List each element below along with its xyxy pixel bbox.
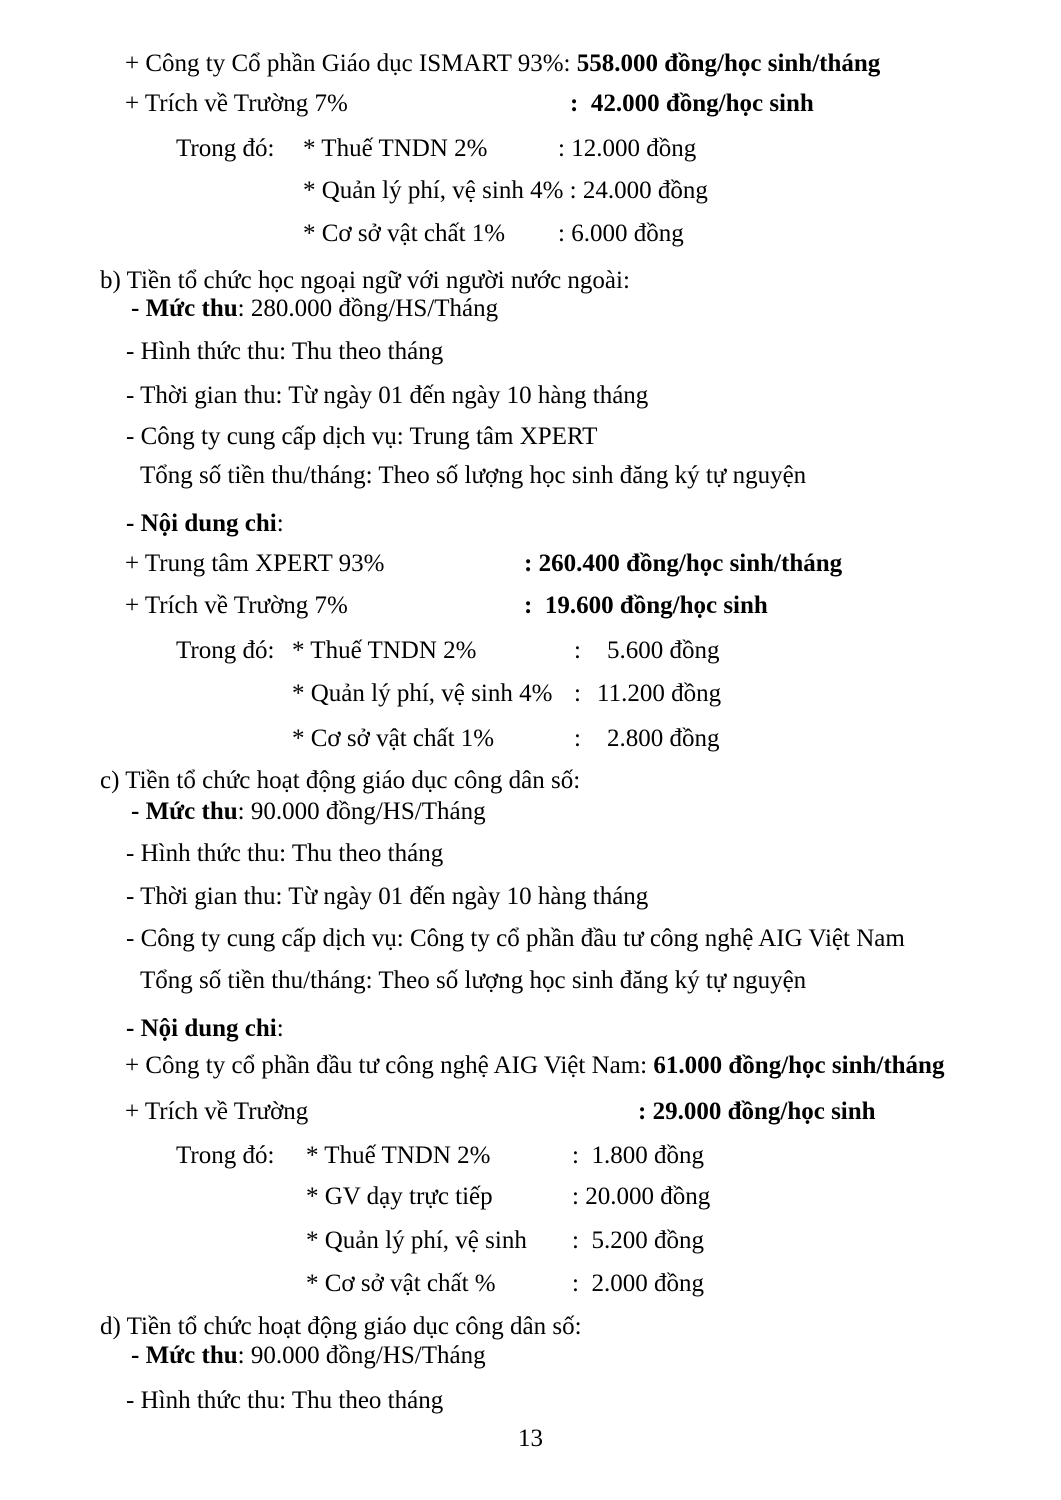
text-run-bold: - Mức thu <box>131 295 238 322</box>
text-run: * Quản lý phí, vệ sinh 4% : 24.000 đồng <box>303 177 708 204</box>
doc-text-line <box>306 1180 493 1214</box>
doc-text-line <box>126 837 443 871</box>
doc-text-line <box>126 335 443 369</box>
text-run: * Cơ sở vật chất 1% <box>292 725 495 752</box>
text-run: c) Tiền tổ chức hoạt động giáo dục công dân số: <box>100 767 581 794</box>
text-run: * Cơ sở vật chất 1% <box>303 220 506 247</box>
doc-text-line <box>126 1012 284 1046</box>
doc-text-line <box>306 1139 490 1173</box>
text-run: : 2.000 đồng <box>572 1270 704 1297</box>
doc-text-line <box>140 459 806 493</box>
doc-text-line <box>125 47 880 81</box>
text-run: : 90.000 đồng/HS/Tháng <box>237 1342 486 1369</box>
doc-text-line <box>126 922 905 956</box>
text-run-bold: - Mức thu <box>131 798 238 825</box>
doc-text-line <box>303 217 505 251</box>
text-run: : 6.000 đồng <box>558 220 684 247</box>
text-run: : 20.000 đồng <box>572 1183 711 1210</box>
text-run: - Công ty cung cấp dịch vụ: Trung tâm XPERT <box>126 423 598 450</box>
text-run: : <box>276 1015 284 1042</box>
text-run: Tổng số tiền thu/tháng: Theo số lượng học sinh đăng ký tự nguyện <box>140 462 807 489</box>
text-run: b) Tiền tổ chức học ngoại ngữ với người nước ngoài: <box>100 267 630 294</box>
text-run: : 12.000 đồng <box>558 135 697 162</box>
doc-text-line <box>126 507 284 541</box>
text-run: * GV dạy trực tiếp <box>306 1183 493 1210</box>
doc-text-line <box>306 1267 496 1301</box>
doc-text-line <box>176 1139 274 1173</box>
doc-text-line <box>125 547 384 581</box>
text-run: * Quản lý phí, vệ sinh <box>306 1227 527 1254</box>
text-run: 5.600 đồng <box>607 637 720 664</box>
doc-text-line <box>126 880 648 914</box>
text-run: : <box>574 680 581 707</box>
text-run: Trong đó: <box>176 1142 275 1169</box>
text-run-bold: 61.000 đồng/học sinh/tháng <box>653 1052 945 1079</box>
text-run: d) Tiền tổ chức hoạt động giáo dục công dân số: <box>100 1313 582 1340</box>
doc-text-line <box>126 1384 443 1418</box>
doc-text-line <box>292 634 476 668</box>
doc-text-line <box>292 677 552 711</box>
text-run: : <box>574 637 581 664</box>
text-run-bold: 558.000 đồng/học sinh/tháng <box>576 50 881 77</box>
text-run: Trong đó: <box>176 135 275 162</box>
doc-text-line <box>638 1095 876 1129</box>
text-run: - Công ty cung cấp dịch vụ: Công ty cổ phần đầu tư công nghệ AIG Việt Nam <box>126 925 905 952</box>
doc-text-line <box>574 634 581 668</box>
page-number: 13 <box>518 1425 543 1452</box>
text-run: * Thuế TNDN 2% <box>303 135 488 162</box>
doc-text-line <box>597 677 721 711</box>
text-run-bold: - Nội dung chi <box>126 510 277 537</box>
doc-text-line <box>574 677 581 711</box>
text-run: 2.800 đồng <box>607 725 720 752</box>
text-run: + Trích về Trường <box>125 1098 309 1125</box>
text-run: : 1.800 đồng <box>572 1142 704 1169</box>
doc-text-line <box>100 764 580 798</box>
doc-text-line <box>570 87 814 121</box>
doc-text-line <box>176 634 274 668</box>
text-run: * Quản lý phí, vệ sinh 4% <box>292 680 553 707</box>
doc-text-line <box>524 589 768 623</box>
text-run: 11.200 đồng <box>597 680 722 707</box>
text-run: - Hình thức thu: Thu theo tháng <box>126 338 444 365</box>
doc-text-line <box>126 379 648 413</box>
text-run: : <box>276 510 284 537</box>
doc-text-line <box>607 722 720 756</box>
doc-text-line <box>125 1049 944 1083</box>
text-run-bold: - Nội dung chi <box>126 1015 277 1042</box>
doc-text-line <box>125 87 348 121</box>
text-run: + Công ty Cổ phần Giáo dục ISMART 93%: <box>125 50 577 77</box>
text-run: + Trích về Trường 7% <box>125 592 348 619</box>
doc-text-line <box>572 1224 704 1258</box>
doc-text-line <box>176 132 274 166</box>
doc-text-line <box>131 1339 486 1373</box>
doc-text-line <box>574 722 581 756</box>
doc-text-line <box>558 132 696 166</box>
text-run: + Công ty cổ phần đầu tư công nghệ AIG Việt Nam: <box>125 1052 654 1079</box>
text-run: : <box>574 725 581 752</box>
text-run-bold: - Mức thu <box>131 1342 238 1369</box>
text-run: * Thuế TNDN 2% <box>292 637 477 664</box>
doc-text-line <box>607 634 720 668</box>
text-run: - Thời gian thu: Từ ngày 01 đến ngày 10 hàng tháng <box>126 382 649 409</box>
text-run: Trong đó: <box>176 637 275 664</box>
doc-text-line <box>524 547 842 581</box>
doc-text-line <box>292 722 494 756</box>
doc-text-line <box>558 217 684 251</box>
doc-text-line <box>303 132 487 166</box>
doc-text-line <box>131 795 486 829</box>
text-run: Tổng số tiền thu/tháng: Theo số lượng học sinh đăng ký tự nguyện <box>140 967 807 994</box>
doc-text-line <box>131 292 498 326</box>
text-run: + Trung tâm XPERT 93% <box>125 550 385 577</box>
doc-text-line <box>140 964 806 998</box>
doc-text-line <box>572 1267 704 1301</box>
doc-text-line <box>572 1139 704 1173</box>
text-run-bold: : 29.000 đồng/học sinh <box>638 1098 876 1125</box>
text-run: : 90.000 đồng/HS/Tháng <box>237 798 486 825</box>
doc-text-line <box>125 589 348 623</box>
text-run: * Thuế TNDN 2% <box>306 1142 491 1169</box>
doc-text-line <box>572 1180 710 1214</box>
doc-text-line <box>306 1224 527 1258</box>
text-run-bold: : 19.600 đồng/học sinh <box>524 592 768 619</box>
text-run-bold: : 42.000 đồng/học sinh <box>570 90 814 117</box>
text-run: - Hình thức thu: Thu theo tháng <box>126 840 444 867</box>
text-run: * Cơ sở vật chất % <box>306 1270 496 1297</box>
text-run: : 5.200 đồng <box>572 1227 704 1254</box>
text-run: - Thời gian thu: Từ ngày 01 đến ngày 10 hàng tháng <box>126 883 649 910</box>
text-run: + Trích về Trường 7% <box>125 90 348 117</box>
text-run-bold: : 260.400 đồng/học sinh/tháng <box>524 550 843 577</box>
doc-text-line <box>126 420 597 454</box>
text-run: - Hình thức thu: Thu theo tháng <box>126 1387 444 1414</box>
text-run: : 280.000 đồng/HS/Tháng <box>237 295 499 322</box>
doc-text-line <box>303 174 708 208</box>
doc-text-line <box>125 1095 308 1129</box>
